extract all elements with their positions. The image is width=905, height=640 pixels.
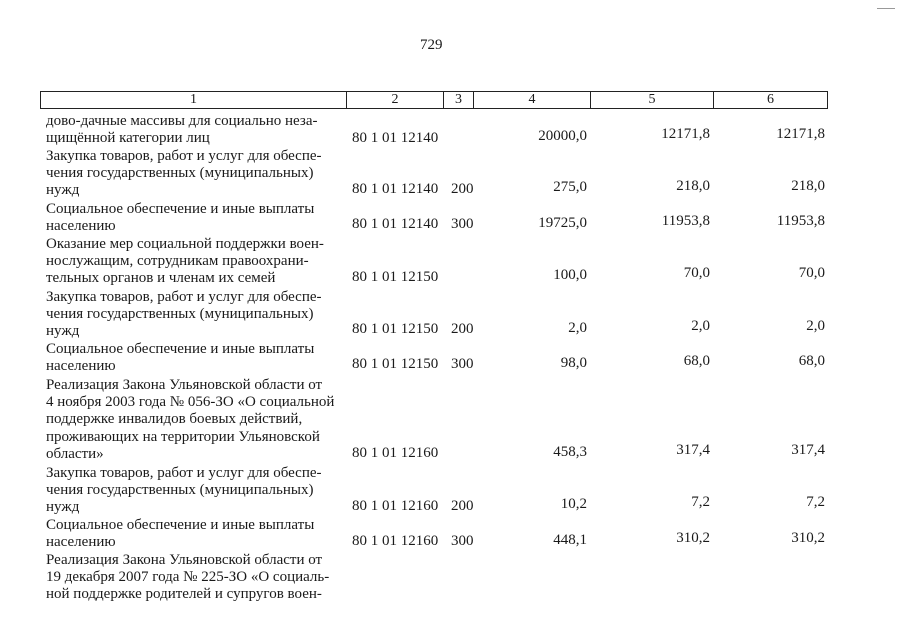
row-col6: 11953,8 — [776, 213, 825, 229]
row-col4: 20000,0 — [538, 128, 587, 144]
row-col4: 100,0 — [553, 267, 587, 283]
row-col6: 310,2 — [791, 530, 825, 546]
row-col5: 70,0 — [683, 265, 710, 281]
row-code: 80 1 01 12140 — [352, 130, 439, 146]
header-col-5: 5 — [648, 92, 656, 107]
row-code: 80 1 01 12160 — [352, 445, 439, 461]
row-col4: 10,2 — [560, 496, 587, 512]
row-description: Закупка товаров, работ и услуг для обеспе- чения государственных (муниципальных) нужд — [46, 148, 322, 199]
row-col4: 448,1 — [553, 532, 587, 548]
row-col4: 19725,0 — [538, 215, 587, 231]
header-col-6: 6 — [767, 92, 774, 107]
row-vr: 200 — [451, 498, 474, 514]
row-description: Социальное обеспечение и иные выплаты населению — [46, 341, 315, 375]
row-vr: 300 — [451, 533, 474, 549]
row-description: Реализация Закона Ульяновской области от 4 ноября 2003 года № 056-ЗО «О социальной поддержке инвалидов боевых действий, проживающих на территории Ульяновской области» — [46, 377, 335, 462]
row-vr: 300 — [451, 356, 474, 372]
row-vr: 200 — [451, 321, 474, 337]
row-col6: 317,4 — [791, 442, 825, 458]
row-col5: 7,2 — [691, 494, 710, 510]
table-header — [40, 91, 828, 109]
row-col6: 2,0 — [806, 318, 825, 334]
row-code: 80 1 01 12150 — [352, 321, 439, 337]
row-code: 80 1 01 12160 — [352, 533, 439, 549]
row-description: Оказание мер социальной поддержки воен- нослужащим, сотрудникам правоохрани- тельных органов и членам их семей — [46, 236, 324, 287]
row-description: дово-дачные массивы для социально неза- щищённой категории лиц — [46, 113, 318, 147]
header-col-2: 2 — [391, 92, 399, 107]
row-col5: 2,0 — [691, 318, 710, 334]
row-code: 80 1 01 12150 — [352, 269, 439, 285]
row-col5: 317,4 — [676, 442, 710, 458]
row-col4: 275,0 — [553, 179, 587, 195]
row-col6: 70,0 — [798, 265, 825, 281]
header-col-4: 4 — [528, 92, 536, 107]
row-col6: 7,2 — [806, 494, 825, 510]
row-col6: 12171,8 — [776, 126, 825, 142]
row-code: 80 1 01 12140 — [352, 181, 439, 197]
row-description: Социальное обеспечение и иные выплаты населению — [46, 517, 315, 551]
row-description: Закупка товаров, работ и услуг для обеспе- чения государственных (муниципальных) нужд — [46, 465, 322, 516]
row-col5: 11953,8 — [661, 213, 710, 229]
row-code: 80 1 01 12160 — [352, 498, 439, 514]
row-vr: 200 — [451, 181, 474, 197]
header-col-1: 1 — [190, 92, 197, 107]
row-col5: 68,0 — [683, 353, 710, 369]
page-number: 729 — [420, 37, 443, 53]
row-col4: 98,0 — [560, 355, 587, 371]
row-col4: 2,0 — [568, 320, 587, 336]
row-col5: 218,0 — [676, 178, 710, 194]
row-col5: 12171,8 — [661, 126, 710, 142]
row-col5: 310,2 — [676, 530, 710, 546]
row-code: 80 1 01 12150 — [352, 356, 439, 372]
header-col-3: 3 — [455, 92, 462, 107]
scan-mark — [877, 8, 895, 9]
row-description: Закупка товаров, работ и услуг для обеспе- чения государственных (муниципальных) нужд — [46, 289, 322, 340]
row-col4: 458,3 — [553, 444, 587, 460]
row-col6: 218,0 — [791, 178, 825, 194]
row-col6: 68,0 — [798, 353, 825, 369]
row-description: Реализация Закона Ульяновской области от 19 декабря 2007 года № 225-ЗО «О социаль- ной поддержке родителей и супругов воен- — [46, 552, 330, 603]
row-code: 80 1 01 12140 — [352, 216, 439, 232]
row-description: Социальное обеспечение и иные выплаты населению — [46, 201, 315, 235]
row-vr: 300 — [451, 216, 474, 232]
